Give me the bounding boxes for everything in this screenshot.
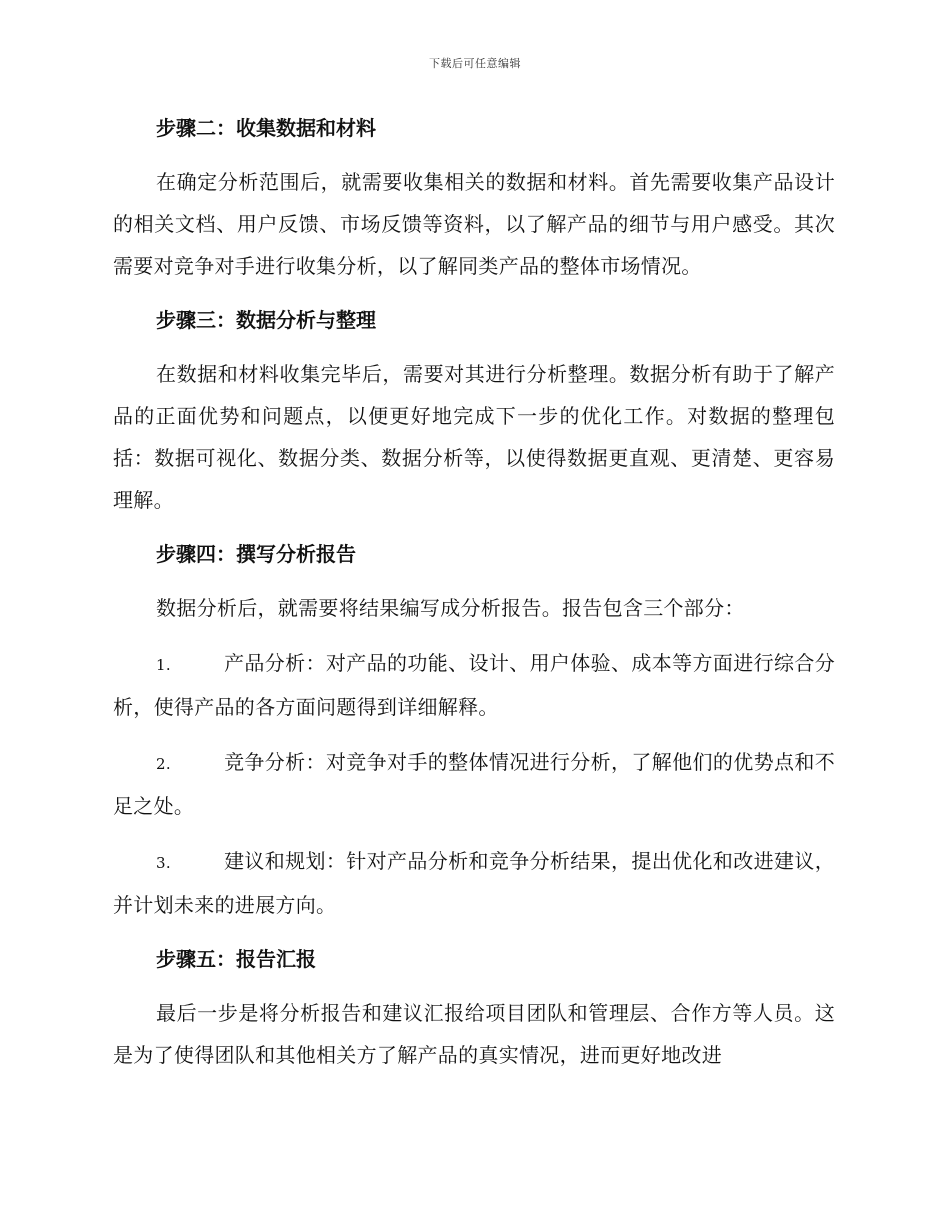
list-item-number: 1. (156, 656, 171, 674)
section-heading-step-3: 步骤三：数据分析与整理 (156, 308, 376, 332)
list-item (113, 642, 835, 728)
section-paragraph-step-2: 在确定分析范围后，就需要收集相关的数据和材料。首先需要收集产品设计的相关文档、用户反馈、市场反馈等资料，以了解产品的细节与用户感受。其次需要对竞争对手进行收集分析，以了解同类产品的整体市场情况。 (113, 170, 835, 278)
list-item (113, 741, 835, 827)
section-heading-step-4: 步骤四：撰写分析报告 (156, 542, 356, 566)
list-item-text: 竞争分析：对竞争对手的整体情况进行分析，了解他们的优势点和不足之处。 (113, 750, 835, 818)
section-paragraph-step-4: 数据分析后，就需要将结果编写成分析报告。报告包含三个部分： (156, 596, 745, 620)
list-item-text: 建议和规划：针对产品分析和竞争分析结果，提出优化和改进建议，并计划未来的进展方向。 (113, 849, 835, 917)
page-header: 下载后可任意编辑 (429, 57, 521, 70)
section-paragraph-step-5: 最后一步是将分析报告和建议汇报给项目团队和管理层、合作方等人员。这是为了使得团队和其他相关方了解产品的真实情况，进而更好地改进 (113, 1001, 835, 1067)
section-heading-step-2: 步骤二：收集数据和材料 (156, 116, 376, 140)
section-paragraph-step-3: 在数据和材料收集完毕后，需要对其进行分析整理。数据分析有助于了解产品的正面优势和问题点，以便更好地完成下一步的优化工作。对数据的整理包括：数据可视化、数据分类、数据分析等，以使得数据更直观、更清楚、更容易理解。 (113, 362, 835, 512)
document-body (113, 108, 835, 1089)
section-heading-step-5: 步骤五：报告汇报 (156, 947, 316, 971)
list-item-number: 3. (156, 854, 171, 872)
list-item-number: 2. (156, 755, 171, 773)
list-item (113, 840, 835, 926)
list-item-text: 产品分析：对产品的功能、设计、用户体验、成本等方面进行综合分析，使得产品的各方面问题得到详细解释。 (113, 651, 835, 719)
